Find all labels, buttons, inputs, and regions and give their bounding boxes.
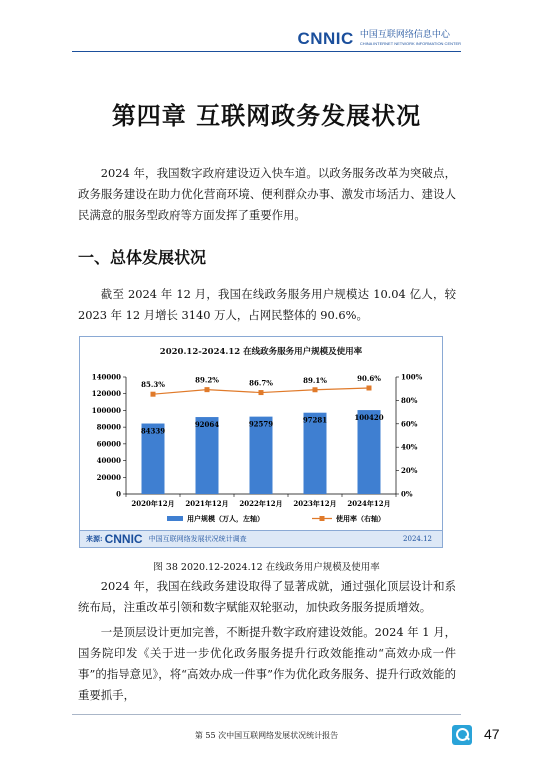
y-left-tick-label: 80000 (96, 422, 121, 432)
section-heading: 一、总体发展状况 (78, 248, 207, 267)
header-divider (72, 51, 461, 52)
page-number: 47 (484, 726, 500, 742)
usage-rate-marker (259, 390, 264, 395)
bar-value-label: 92579 (248, 419, 274, 429)
cnnic-logo-mark: CNNIC (297, 29, 354, 48)
y-left-tick-label: 100000 (91, 405, 121, 415)
legend-label-usage-rate: 使用率（右轴） (336, 514, 385, 523)
chapter-title: 第四章 互联网政务发展状况 (111, 101, 422, 130)
source-name: 中国互联网络发展状况统计调查 (148, 535, 247, 543)
usage-rate-marker (205, 387, 210, 392)
user-scale-paragraph: 截至 2024 年 12 月，我国在线政务服务用户规模达 10.04 亿人，较 2023 年 12 月增长 3140 万人，占网民整体的 90.6%。 (78, 287, 456, 322)
y-right-tick-label: 60% (401, 419, 418, 429)
logo-chinese-name: 中国互联网络信息中心 (359, 30, 450, 40)
legend-marker-usage-rate (320, 516, 325, 521)
usage-rate-marker (313, 387, 318, 392)
bar-value-label: 92064 (194, 420, 220, 430)
legend-label-user-scale: 用户规模（万人，左轴） (187, 514, 264, 523)
y-left-tick-label: 20000 (96, 472, 121, 482)
bar-value-label: 100420 (354, 413, 384, 423)
search-magnifier-icon (452, 725, 472, 745)
y-right-tick-label: 20% (401, 466, 418, 476)
usage-rate-label: 89.1% (303, 375, 327, 385)
source-date: 2024.12 (403, 535, 432, 543)
usage-rate-label: 85.3% (141, 380, 165, 390)
cnnic-header-logo (297, 30, 461, 47)
x-category-label: 2023年12月 (293, 499, 337, 508)
usage-rate-label: 89.2% (195, 375, 219, 385)
bar-value-label: 97281 (302, 415, 328, 425)
usage-rate-marker (367, 385, 372, 390)
bar-value-label: 84339 (140, 426, 166, 436)
intro-paragraph: 2024 年，我国数字政府建设迈入快车道。以政务服务改革为突破点，政务服务建设在助力优化营商环境、便利群众办事、激发市场活力、建设人民满意的服务型政府等方面发挥了重要作用。 (78, 166, 456, 222)
chart-title: 2020.12-2024.12 在线政务服务用户规模及使用率 (159, 347, 363, 357)
footer-divider (72, 714, 461, 715)
top-level-design-paragraph: 一是顶层设计更加完善，不断提升数字政府建设效能。2024 年 1 月，国务院印发《关于进一步优化政务服务提升行政效能推动“高效办成一件事”的指导意见》，将“高效办成一件事”作为优化政务服务、提升行政效能的重要抓手， (78, 625, 456, 702)
usage-rate-label: 86.7% (249, 378, 273, 388)
y-left-tick-label: 0 (116, 489, 121, 499)
logo-english-name: CHINA INTERNET NETWORK INFORMATION CENTER (359, 41, 461, 46)
usage-rate-label: 90.6% (357, 373, 381, 383)
legend-swatch-user-scale (167, 516, 183, 521)
y-right-tick-label: 0% (401, 489, 413, 499)
y-left-tick-label: 60000 (96, 439, 121, 449)
source-logo: CNNIC (104, 532, 143, 546)
usage-rate-marker (151, 392, 156, 397)
y-left-tick-label: 120000 (91, 389, 121, 399)
y-right-tick-label: 40% (401, 442, 418, 452)
x-category-label: 2020年12月 (131, 499, 175, 508)
cnnic-logo-text (360, 30, 461, 47)
achievement-paragraph: 2024 年，我国在线政务建设取得了显著成就，通过强化顶层设计和系统布局，注重改革引领和数字赋能双轮驱动，加快政务服务提质增效。 (78, 579, 456, 614)
x-category-label: 2021年12月 (185, 499, 229, 508)
footer-report-title: 第 55 次中国互联网络发展状况统计报告 (194, 731, 339, 740)
x-category-label: 2024年12月 (347, 499, 391, 508)
chart-panel (79, 336, 443, 548)
chart-canvas (80, 337, 444, 549)
chart-source-bar (80, 530, 442, 547)
bar-user-scale (304, 413, 327, 494)
figure-caption: 图 38 2020.12-2024.12 在线政务用户规模及使用率 (153, 562, 380, 573)
bar-user-scale (358, 410, 381, 494)
source-prefix: 来源: (86, 534, 103, 543)
x-category-label: 2022年12月 (239, 499, 283, 508)
y-left-tick-label: 40000 (96, 456, 121, 466)
y-right-tick-label: 80% (401, 395, 418, 405)
y-left-tick-label: 140000 (91, 372, 121, 382)
y-right-tick-label: 100% (401, 372, 423, 382)
